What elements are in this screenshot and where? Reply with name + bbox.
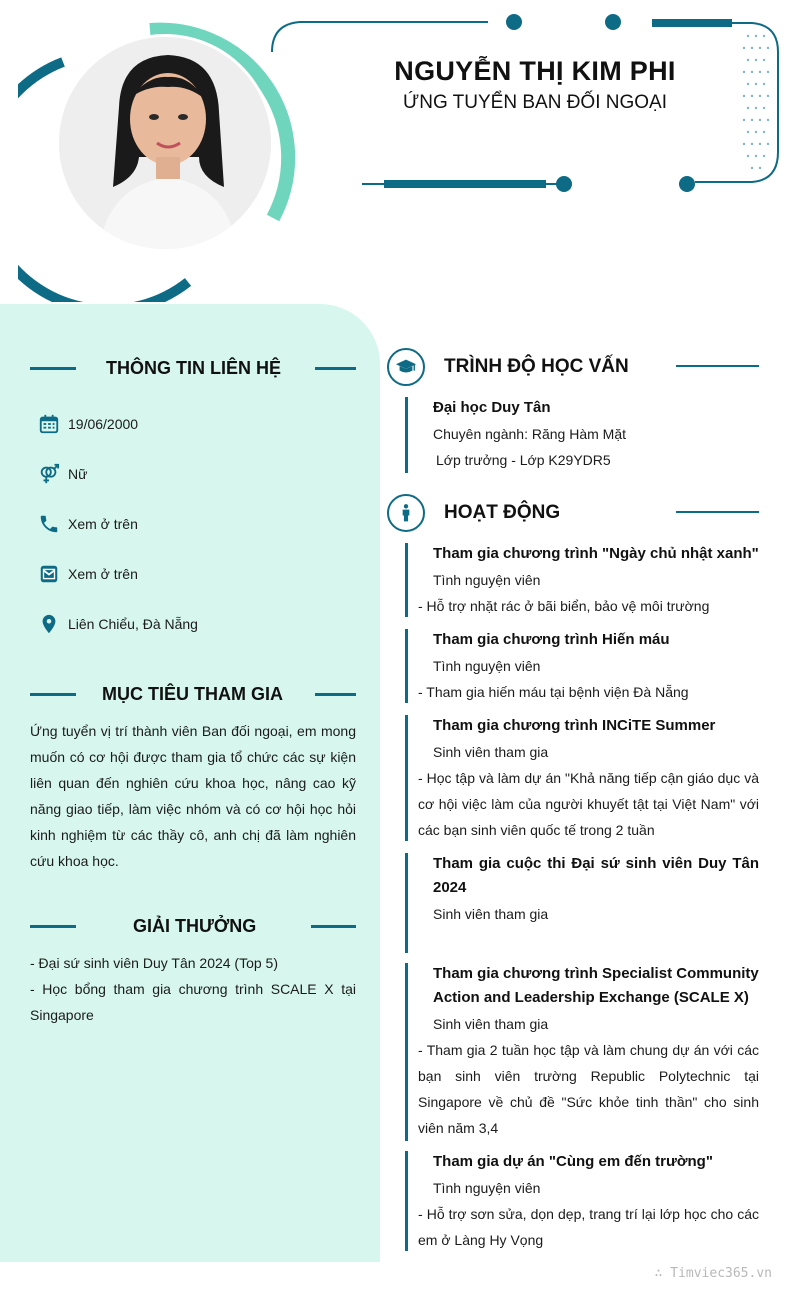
activity-title: Tham gia cuộc thi Đại sứ sinh viên Duy Tân 2024 bbox=[433, 855, 759, 896]
activity-bar bbox=[405, 1151, 408, 1251]
activity-title: Tham gia dự án "Cùng em đến trường" bbox=[433, 1153, 713, 1170]
activity-bar bbox=[405, 543, 408, 617]
section-divider bbox=[311, 925, 356, 928]
activities-section-title: HOẠT ĐỘNG bbox=[444, 502, 561, 523]
objective-section-title: MỤC TIÊU THAM GIA bbox=[102, 684, 283, 704]
candidate-name: NGUYỄN THỊ KIM PHI bbox=[394, 56, 676, 86]
education-bar bbox=[405, 397, 408, 473]
contact-birthday bbox=[38, 413, 138, 435]
education-major: Chuyên ngành: Răng Hàm Mặt bbox=[433, 426, 626, 442]
phone-icon bbox=[38, 513, 60, 535]
activity-role: Sinh viên tham gia bbox=[433, 906, 549, 922]
section-divider bbox=[315, 367, 356, 370]
education-section-title: TRÌNH ĐỘ HỌC VẤN bbox=[444, 356, 629, 377]
contact-email bbox=[38, 563, 138, 585]
section-divider bbox=[30, 925, 76, 928]
award-item: - Đại sứ sinh viên Duy Tân 2024 (Top 5) bbox=[30, 955, 279, 971]
address-text: Liên Chiểu, Đà Nẵng bbox=[68, 616, 198, 632]
activity-desc: - Tham gia hiến máu tại bệnh viện Đà Nẵng bbox=[418, 684, 689, 700]
activity-title: Tham gia chương trình INCiTE Summer bbox=[433, 717, 716, 734]
activity-bar bbox=[405, 963, 408, 1141]
contact-section-title: THÔNG TIN LIÊN HỆ bbox=[106, 358, 281, 378]
activity-role: Tình nguyện viên bbox=[433, 572, 541, 588]
calendar-icon bbox=[38, 413, 60, 435]
activity-desc: - Tham gia 2 tuần học tập và làm chung dự án với các bạn sinh viên trường Republic Polytechnic tại Singapore về chủ đề "Sức khỏe tinh thần" cho sinh viên năm 3,4 bbox=[418, 1042, 759, 1136]
gender-icon bbox=[38, 463, 60, 485]
email-icon bbox=[38, 563, 60, 585]
location-pin-icon bbox=[38, 613, 60, 635]
contact-gender bbox=[38, 463, 87, 485]
activity-title: Tham gia chương trình Specialist Community Action and Leadership Exchange (SCALE X) bbox=[433, 965, 759, 1006]
awards-section-title: GIẢI THƯỞNG bbox=[133, 916, 257, 936]
activity-role: Sinh viên tham gia bbox=[433, 1016, 549, 1032]
section-divider bbox=[315, 693, 356, 696]
section-divider bbox=[676, 365, 759, 367]
activity-role: Tình nguyện viên bbox=[433, 1180, 541, 1196]
activity-role: Sinh viên tham gia bbox=[433, 744, 549, 760]
school-name: Đại học Duy Tân bbox=[433, 399, 551, 416]
award-item: - Học bổng tham gia chương trình SCALE X tại Singapore bbox=[30, 981, 356, 1023]
activity-bar bbox=[405, 715, 408, 841]
birthday-text: 19/06/2000 bbox=[68, 416, 139, 432]
section-divider bbox=[676, 511, 759, 513]
activity-title: Tham gia chương trình "Ngày chủ nhật xanh" bbox=[433, 545, 759, 562]
activity-desc: - Hỗ trợ sơn sửa, dọn dẹp, trang trí lại lớp học cho các em ở Làng Hy Vọng bbox=[418, 1206, 759, 1248]
person-icon bbox=[396, 503, 416, 523]
phone-text: Xem ở trên bbox=[68, 516, 138, 532]
contact-address bbox=[38, 613, 198, 635]
activity-desc: - Hỗ trợ nhặt rác ở bãi biển, bảo vệ môi trường bbox=[418, 598, 710, 614]
activities-badge bbox=[387, 494, 425, 532]
activity-bar bbox=[405, 853, 408, 953]
applied-role: ỨNG TUYỂN BAN ĐỐI NGOẠI bbox=[403, 92, 667, 113]
activity-title: Tham gia chương trình Hiến máu bbox=[433, 631, 670, 648]
activity-role: Tình nguyện viên bbox=[433, 658, 541, 674]
section-divider bbox=[30, 693, 76, 696]
gender-text: Nữ bbox=[68, 466, 88, 482]
contact-phone bbox=[38, 513, 138, 535]
section-divider bbox=[30, 367, 76, 370]
graduation-cap-icon bbox=[395, 356, 417, 378]
profile-photo bbox=[56, 34, 274, 252]
footer-watermark: ∴ Timviec365.vn bbox=[654, 1266, 772, 1281]
education-badge bbox=[387, 348, 425, 386]
objective-text: Ứng tuyển vị trí thành viên Ban đối ngoại, em mong muốn có cơ hội được tham gia tổ chức các sự kiện liên quan đến nghiên cứu khoa học, nâng cao kỹ năng giao tiếp, làm việc nhóm và có cơ hội học hỏi kinh nghiệm từ các thầy cô, anh chị đã làm nghiên cứu khoa học. bbox=[30, 723, 356, 869]
education-note: Lớp trưởng - Lớp K29YDR5 bbox=[436, 452, 611, 468]
activity-desc: - Học tập và làm dự án "Khả năng tiếp cận giáo dục và cơ hội việc làm của người khuyết tật tại Việt Nam" với các bạn sinh viên quốc tế trong 2 tuần bbox=[418, 770, 759, 838]
activity-bar bbox=[405, 629, 408, 703]
email-text: Xem ở trên bbox=[68, 566, 138, 582]
